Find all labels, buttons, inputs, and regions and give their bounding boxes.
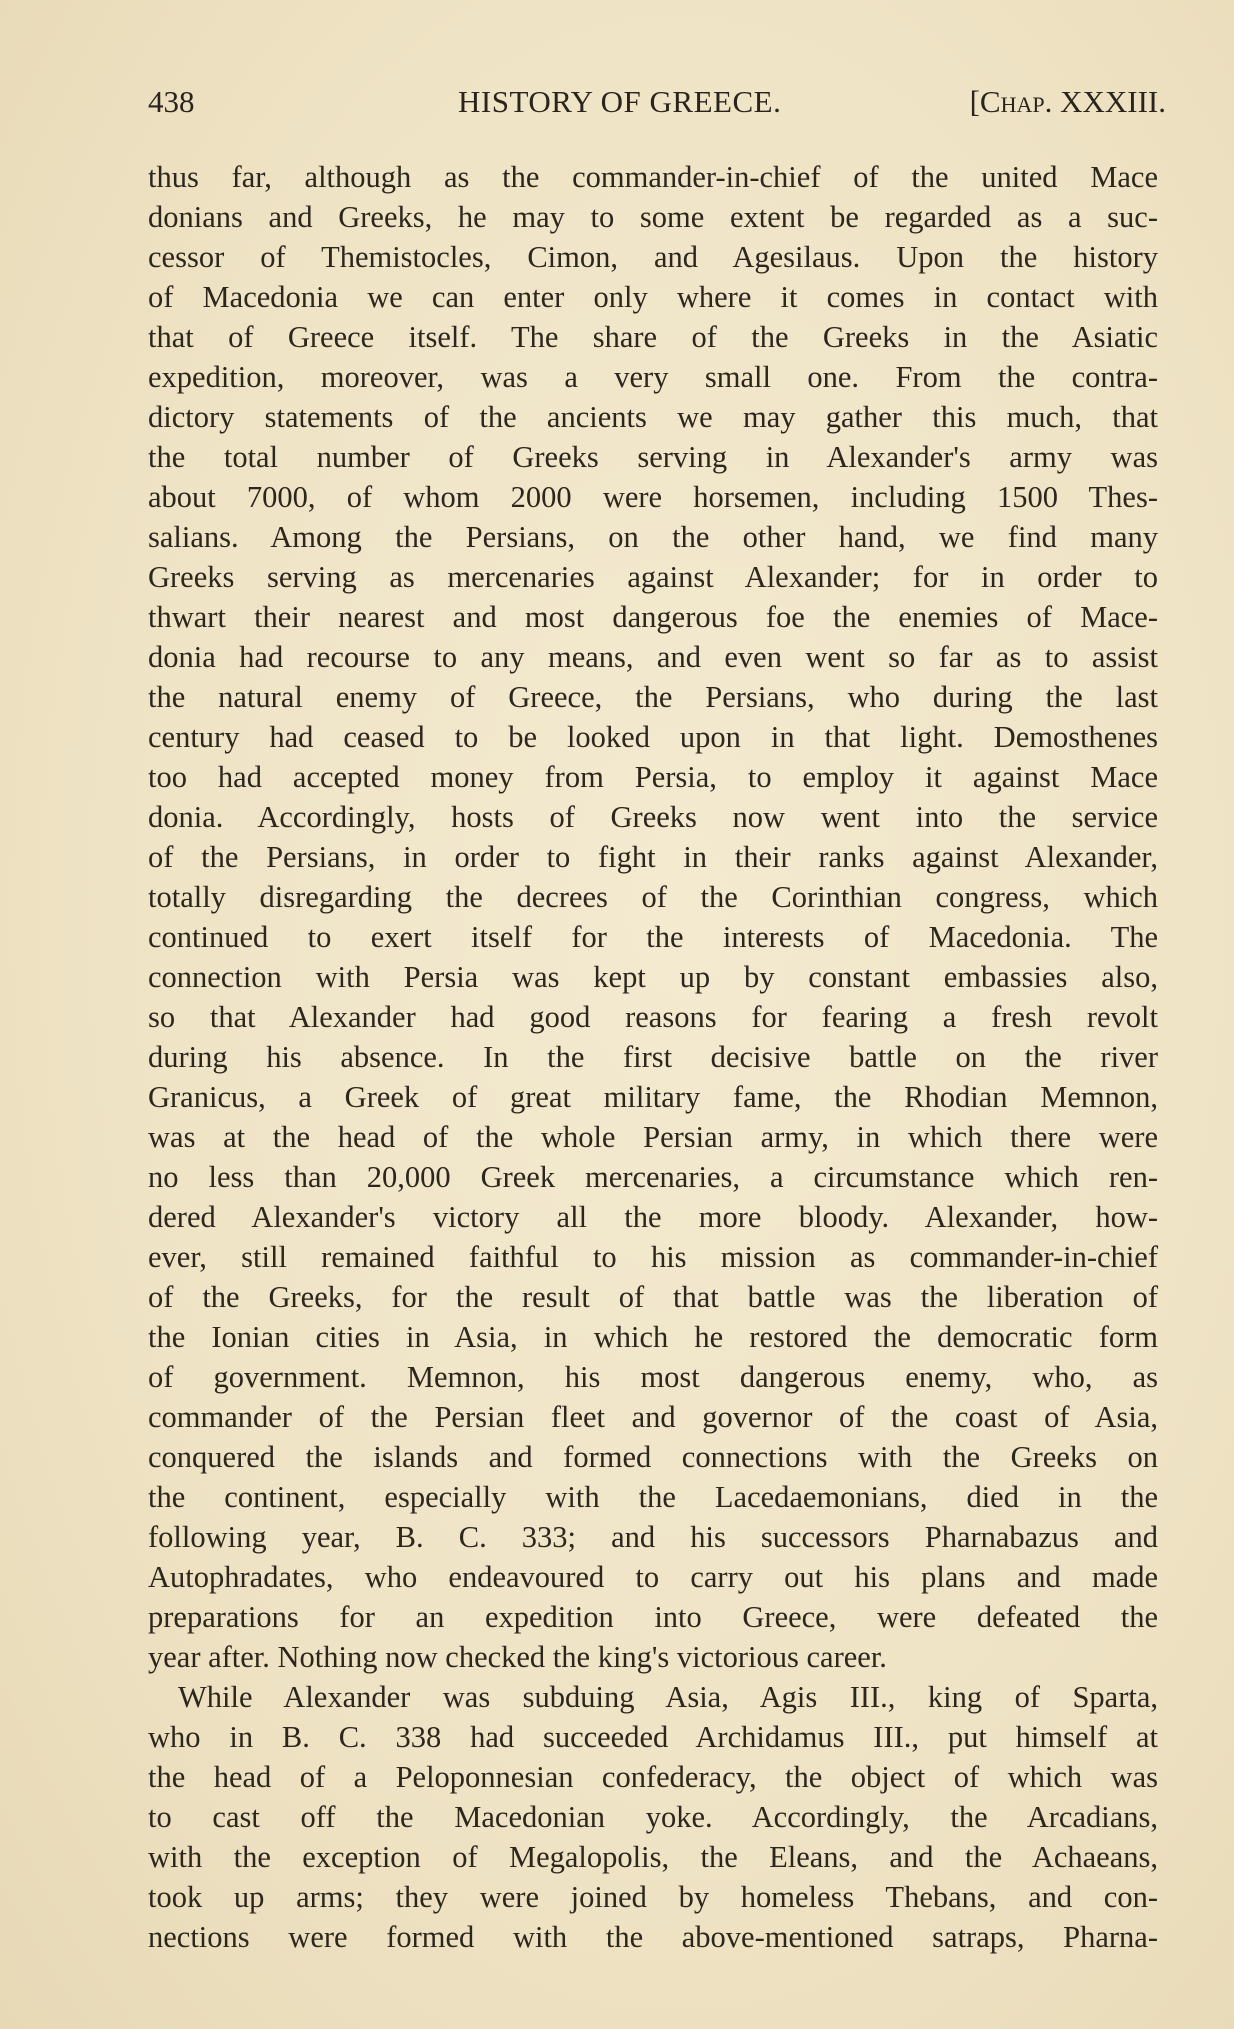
paragraph-1 [148, 157, 1158, 1677]
text-line: with the exception of Megalopolis, the Eleans, and the Achaeans, [148, 1840, 1158, 1874]
text-line: salians. Among the Persians, on the other hand, we find many [148, 520, 1158, 554]
text-line: connection with Persia was kept up by constant embassies also, [148, 960, 1158, 994]
text-line: was at the head of the whole Persian army, in which there were [148, 1120, 1158, 1154]
text-line: donia. Accordingly, hosts of Greeks now went into the service [148, 800, 1158, 834]
text-line: of Macedonia we can enter only where it comes in contact with [148, 280, 1158, 314]
running-title: HISTORY OF GREECE. [458, 84, 782, 119]
text-line: continued to exert itself for the interests of Macedonia. The [148, 920, 1158, 954]
text-line: the natural enemy of Greece, the Persians, who during the last [148, 680, 1158, 714]
chapter-reference: [Chap. XXXIII. [969, 84, 1166, 119]
page-number: 438 [148, 84, 195, 119]
text-line: who in B. C. 338 had succeeded Archidamus III., put himself at [148, 1720, 1158, 1754]
text-line: the total number of Greeks serving in Alexander's army was [148, 440, 1158, 474]
text-line: about 7000, of whom 2000 were horsemen, including 1500 Thes- [148, 480, 1158, 514]
text-line: ever, still remained faithful to his mission as commander-in-chief [148, 1240, 1158, 1274]
text-line: following year, B. C. 333; and his successors Pharnabazus and [148, 1520, 1158, 1554]
text-line: thwart their nearest and most dangerous foe the enemies of Mace- [148, 600, 1158, 634]
text-line: dictory statements of the ancients we may gather this much, that [148, 400, 1158, 434]
text-line: conquered the islands and formed connections with the Greeks on [148, 1440, 1158, 1474]
text-line: that of Greece itself. The share of the Greeks in the Asiatic [148, 320, 1158, 354]
text-line: took up arms; they were joined by homeless Thebans, and con- [148, 1880, 1158, 1914]
text-line: to cast off the Macedonian yoke. Accordingly, the Arcadians, [148, 1800, 1158, 1834]
text-line: so that Alexander had good reasons for fearing a fresh revolt [148, 1000, 1158, 1034]
text-line: dered Alexander's victory all the more bloody. Alexander, how- [148, 1200, 1158, 1234]
text-line: of the Greeks, for the result of that battle was the liberation of [148, 1280, 1158, 1314]
text-line: year after. Nothing now checked the king's victorious career. [148, 1640, 887, 1674]
text-line: Autophradates, who endeavoured to carry out his plans and made [148, 1560, 1158, 1594]
text-line: of government. Memnon, his most dangerous enemy, who, as [148, 1360, 1158, 1394]
text-line: century had ceased to be looked upon in that light. Demosthenes [148, 720, 1158, 754]
text-line: donians and Greeks, he may to some extent be regarded as a suc- [148, 200, 1158, 234]
text-line: commander of the Persian fleet and governor of the coast of Asia, [148, 1400, 1158, 1434]
text-line: Greeks serving as mercenaries against Alexander; for in order to [148, 560, 1158, 594]
text-line: Granicus, a Greek of great military fame, the Rhodian Memnon, [148, 1080, 1158, 1114]
text-line: during his absence. In the first decisive battle on the river [148, 1040, 1158, 1074]
text-line: the continent, especially with the Lacedaemonians, died in the [148, 1480, 1158, 1514]
text-line: too had accepted money from Persia, to employ it against Mace [148, 760, 1158, 794]
text-line: totally disregarding the decrees of the Corinthian congress, which [148, 880, 1158, 914]
text-line: no less than 20,000 Greek mercenaries, a circumstance which ren- [148, 1160, 1158, 1194]
text-line: nections were formed with the above-mentioned satraps, Pharna- [148, 1920, 1158, 1954]
text-line: the head of a Peloponnesian confederacy, the object of which was [148, 1760, 1158, 1794]
body-text [148, 157, 1158, 1957]
text-line: thus far, although as the commander-in-chief of the united Mace [148, 160, 1158, 194]
text-line: of the Persians, in order to fight in their ranks against Alexander, [148, 840, 1158, 874]
text-line: cessor of Themistocles, Cimon, and Agesilaus. Upon the history [148, 240, 1158, 274]
text-line: the Ionian cities in Asia, in which he restored the democratic form [148, 1320, 1158, 1354]
text-line: expedition, moreover, was a very small one. From the contra- [148, 360, 1158, 394]
text-line: donia had recourse to any means, and even went so far as to assist [148, 640, 1158, 674]
text-line: While Alexander was subduing Asia, Agis III., king of Sparta, [178, 1680, 1158, 1714]
paragraph-2 [148, 1677, 1158, 1957]
page-header [148, 84, 1166, 128]
text-line: preparations for an expedition into Greece, were defeated the [148, 1600, 1158, 1634]
